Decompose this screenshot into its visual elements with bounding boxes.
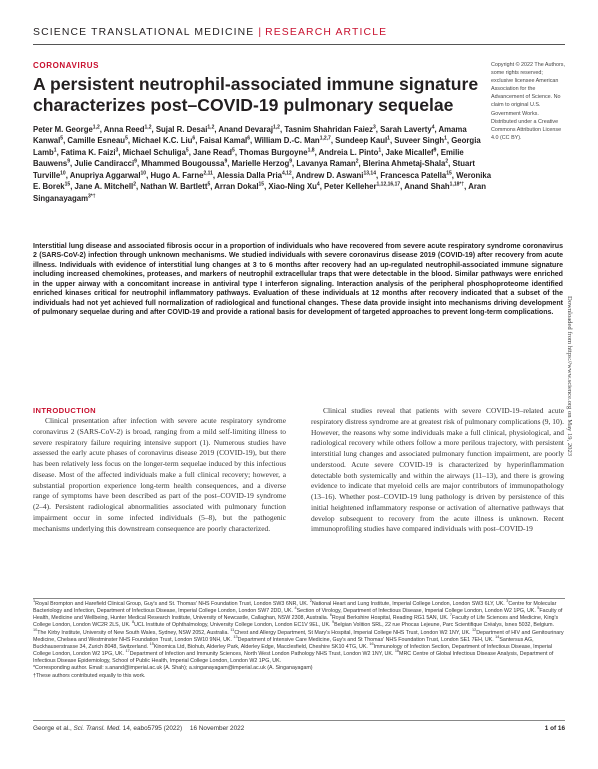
author-name: Lavanya Raman <box>296 159 356 169</box>
article-type: RESEARCH ARTICLE <box>265 27 388 38</box>
citation-details: 14, eabo5795 (2022) <box>122 725 183 732</box>
author <box>132 136 195 145</box>
author-name: Michael Schuliga <box>122 147 186 157</box>
affiliation-number: 11 <box>230 627 235 632</box>
footnotes <box>33 601 565 680</box>
author-name: Stuart Turville <box>33 159 475 180</box>
equal-contribution-note: †These authors contributed equally to this work. <box>33 672 146 679</box>
affiliation-number: 17 <box>125 649 130 654</box>
author <box>363 159 448 168</box>
author-name: Mhammed Bougoussa <box>141 159 225 169</box>
author-name: Francesca Patella <box>380 170 447 180</box>
author-name: Georgia Lamb <box>33 136 481 157</box>
affiliation-text: Royal Berkshire Hospital, Reading RG1 5AN, UK. <box>331 615 449 622</box>
author <box>254 136 330 145</box>
publication-date: 16 November 2022 <box>189 725 245 732</box>
affiliation-number: 1 <box>33 599 36 604</box>
author-affiliation-marker: 1 <box>387 135 390 142</box>
author-name: Anupriya Aggarwal <box>69 170 141 180</box>
author <box>140 182 210 191</box>
author <box>214 182 264 191</box>
author-name: Hugo A. Farne <box>150 170 204 180</box>
author-affiliation-marker: 2 <box>133 181 136 188</box>
author <box>193 148 235 157</box>
author-affiliation-marker: 5 <box>125 135 128 142</box>
author-name: Arran Dokal <box>214 182 259 192</box>
author-affiliation-marker: 2 <box>355 158 359 165</box>
body-column-left <box>33 406 286 534</box>
affiliation-text: Department of HIV and Genitourinary Medicine, Chelsea and Westminster NHS Foundation Trust, London SW10 9NH, UK. <box>33 629 564 643</box>
author-name: Camille Esneau <box>67 136 126 146</box>
author <box>324 182 400 191</box>
author <box>386 148 437 157</box>
author-affiliation-marker: 10 <box>60 170 66 177</box>
footer-rule <box>33 720 565 721</box>
affiliation-number: 16 <box>369 642 374 647</box>
author <box>319 148 382 157</box>
affiliation-number: 14 <box>495 635 500 640</box>
affiliation-text: The Kirby Institute, University of New South Wales, Sydney, NSW 2052, Australia. <box>37 629 229 636</box>
author-name: Emilie Bauwens <box>33 147 464 169</box>
copyright-notice: Copyright © 2022 The Authors, some rights reserved; exclusive licensee American Association for the Advancement of Science. No claim to original U.S. Government Works. Distributed under a Creative Commons Attribution License 4.0 (CC BY). <box>491 62 565 141</box>
author-name: Sundeep Kaul <box>335 136 388 146</box>
author-name: Xiao-Ning Xu <box>268 182 317 192</box>
author-affiliation-marker: 9 <box>433 147 437 154</box>
author-affiliation-marker: 6 <box>247 135 250 142</box>
author-name: Jake Micallef <box>385 147 434 157</box>
author-affiliation-marker: 15 <box>64 181 71 188</box>
footnotes-rule <box>33 598 565 599</box>
author-affiliation-marker: 9 <box>224 158 228 165</box>
section-label: CORONAVIRUS <box>33 61 100 70</box>
author-affiliation-marker: 1 <box>53 147 57 154</box>
journal-name[interactable]: SCIENCE TRANSLATIONAL MEDICINE <box>33 27 255 38</box>
author <box>75 182 136 191</box>
author <box>217 171 292 180</box>
author-name: Sarah Laverty <box>380 125 432 134</box>
author-affiliation-marker: 3 <box>115 147 119 154</box>
author <box>232 159 292 168</box>
author-affiliation-marker: 5 <box>60 135 64 142</box>
author <box>268 182 319 191</box>
author-affiliation-marker: 9 <box>134 158 137 165</box>
author-affiliation-marker: 1,2 <box>92 124 100 131</box>
author <box>394 136 447 145</box>
author-name: Amama Kanwal <box>33 125 467 146</box>
author-name: Suveer Singh <box>394 136 445 146</box>
author-affiliation-marker: 2 <box>445 158 449 165</box>
author-affiliation-marker: 1,2 <box>144 124 152 131</box>
affiliation-number: 13 <box>233 635 238 640</box>
author-affiliation-marker: 9 <box>67 158 71 165</box>
author <box>141 159 227 168</box>
affiliation-text: Section of Virology, Department of Infectious Disease, Imperial College London, London W2 1PG, UK. <box>296 608 536 615</box>
author-affiliation-marker: 4 <box>431 124 435 131</box>
header-rule <box>33 44 565 45</box>
author <box>218 125 280 134</box>
affiliation-text: Faculty of Health, Medicine and Wellbeing, Hunter Medical Research Institute, University of Newcastle, Callaghan, NSW 2308, Australia. <box>33 608 563 622</box>
affiliation-text: Kinomica Ltd, Biohub, Alderley Park, Alderley Edge, Macclesfield, Cheshire SK10 4TG, UK. <box>153 643 368 650</box>
author <box>284 125 375 134</box>
author-name: Michael K.C. Liu <box>132 136 193 146</box>
affiliation-text: Royal Brompton and Harefield Clinical Group, Guy's and St. Thomas' NHS Foundation Trust, London SW3 6NR, UK. <box>35 601 309 607</box>
author-affiliation-marker: 1,12,16,17 <box>376 181 401 188</box>
author-affiliation-marker: 15 <box>446 170 452 177</box>
author-name: Anand Shah <box>404 182 450 192</box>
affiliation-text: Centre for Molecular Bacteriology and Infection, Department of Infectious Disease, Imperial College London, London SW7 2DD, UK. <box>33 601 557 615</box>
author-list: Peter M. George$^{1,2}$, Anna Reed$^{1,2}$, Sujal R. Desai$^{1,2}$, Anand Devaraj$^{1,2}$, Tasnim Shahridan Faiez$^3$, Sarah Laverty$^4$, Amama Kanwal$^5$, Camille Esneau$^5$, Michael K.C. Liu$^6$, Faisal Kamal$^6$, William D.-C. Man$^{1,2,7}$, Sundeep Kaul$^1$, Suveer Singh$^1$, Georgia Lamb$^1$, Fatima K. Faizi$^3$, Michael Schuliga$^5$, Jane Read$^5$, Thomas Burgoyne$^{1,8}$, Andreia L. Pinto$^1$, Jake Micallef$^9$, Emilie Bauwens$^9$, Julie Candiracci$^9$, Mhammed Bougoussa$^9$, Marielle Herzog$^9$, Lavanya Raman$^2$, Blerina Ahmetaj-Shala$^2$, Stuart Turville$^{10}$, Anupriya Aggarwal$^{10}$, Hugo A. Farne$^{2,11}$, Alessia Dalla Pria$^{4,12}$, Andrew D. Aswani$^{13,14}$, Francesca Patella$^{15}$, Weronika E. Borek$^{15}$, Jane A. Mitchell$^2$, Nathan W. Bartlett$^5$, Arran Dokal$^{15}$, Xiao-Ning Xu$^4$, Peter Kelleher$^{1,12,16,17}$, Anand Shah$^{1,18*\dagger}$, Aran Singanayagam$^{3*\dagger}$ <box>33 124 492 203</box>
affiliation-list <box>33 601 565 665</box>
download-watermark: Downloaded from https://www.science.org on May 19, 2023 <box>566 296 573 457</box>
intro-paragraph-1: Clinical presentation after infection with severe acute respiratory syndrome coronavirus 2 (SARS-CoV-2) is broad, ranging from a mild self-limiting illness to severe respiratory failure requiring intensive support (1). Numerous studies have assessed the early acute phases of coronavirus disease 2019 (COVID-19), but there has been relatively less focus on the longer-term sequelae induced by this infectious disease. Most of the affected individuals make a full clinical recovery; however, a substantial proportion experience long-term health consequences, and a diverse range of symptoms have been described as part of the post–COVID-19 syndrome (2–4). Persistent radiological abnormalities associated with pulmonary function impairment occur in some infected individuals (5–8), but the pathogenic mechanisms underlying this downstream consequence are poorly characterized. <box>33 416 286 533</box>
author-affiliation-marker: 9 <box>289 158 293 165</box>
author-name: Weronika E. Borek <box>33 170 492 192</box>
author-name: Alessia Dalla Pria <box>216 170 282 180</box>
author <box>74 159 137 168</box>
author-affiliation-marker: 3*† <box>88 193 96 200</box>
author-affiliation-marker: 1 <box>378 147 382 154</box>
author-name: Peter M. George <box>33 125 93 134</box>
author-affiliation-marker: 13,14 <box>363 170 376 177</box>
affiliation-text: Chest and Allergy Department, St Mary's Hospital, Imperial College NHS Trust, London W2 1NY, UK. <box>234 629 471 636</box>
corresponding-author-note: *Corresponding author. Email: s.anand@imperial.ac.uk (A. Shah); a.singanayagam@imperial.ac.uk (A. Singanayagam) <box>33 665 313 672</box>
affiliation-text: MRC Centre of Global Infectious Disease Analysis, Department of Infectious Disease Epidemiology, School of Public Health, Imperial College London, London W2 1PG, UK. <box>33 651 554 665</box>
affiliation-number: 4 <box>294 606 297 611</box>
affiliation-text: Belgian Volition SRL, 22 rue Phocas Lejeune, Parc Scientifique Créalys, Isnes 5032, Belgium. <box>334 622 555 629</box>
article-title: A persistent neutrophil-associated immune signature characterizes post–COVID-19 pulmonary sequelae <box>33 74 479 115</box>
affiliation-number: 7 <box>449 613 453 618</box>
author-affiliation-marker: 1,2 <box>207 124 215 131</box>
affiliation-number: 10 <box>33 627 38 632</box>
author-affiliation-marker: 10 <box>140 170 147 177</box>
author-affiliation-marker: 4 <box>316 181 320 188</box>
author-name: Aran Singanayagam <box>33 182 486 203</box>
author-name: Andreia L. Pinto <box>318 147 379 157</box>
author-name: Anand Devaraj <box>218 125 274 134</box>
affiliation-text: Faculty of Life Sciences and Medicine, King's College London, London WC2R 2LS, UK. <box>33 615 559 629</box>
author-affiliation-marker: 1,2,7 <box>319 135 331 142</box>
author-affiliation-marker: 1,2 <box>273 124 280 131</box>
author <box>156 125 215 134</box>
affiliation-number: 18 <box>394 649 400 654</box>
author-name: Sujal R. Desai <box>155 125 208 134</box>
author-affiliation-marker: 1 <box>444 135 447 142</box>
author-affiliation-marker: 4,12 <box>281 170 292 177</box>
author-affiliation-marker: 2,11 <box>203 170 213 177</box>
author-name: Faisal Kamal <box>199 136 248 146</box>
author <box>104 125 152 134</box>
citation-journal: Sci. Transl. Med. <box>73 725 121 732</box>
author-affiliation-marker: 5 <box>232 147 235 154</box>
author-affiliation-marker: 5 <box>185 147 189 154</box>
author-name: Jane Read <box>193 147 233 157</box>
affiliation-number: 15 <box>149 642 154 647</box>
author-affiliation-marker: 5 <box>207 181 211 188</box>
author-affiliation-marker: 1,8 <box>307 147 315 154</box>
affiliation-text: Immunology of Infection Section, Department of Infectious Disease, Imperial College London, London W2 1PG, UK. <box>33 643 553 658</box>
author <box>296 171 376 180</box>
affiliation-number: 2 <box>309 599 312 604</box>
author-name: William D.-C. Man <box>254 136 320 146</box>
header-separator: | <box>258 27 262 38</box>
author-affiliation-marker: 6 <box>192 135 196 142</box>
author-name: Thomas Burgoyne <box>239 147 308 157</box>
author <box>33 125 100 134</box>
affiliation-text: Department of Infection and Immunity Sciences, North West London Pathology NHS Trust, London W2 1NY, UK. <box>129 651 394 658</box>
author <box>67 136 127 145</box>
affiliation-number: 3 <box>506 599 509 604</box>
affiliation-text: Department of Intensive Care Medicine, Guy's and St Thomas' NHS Foundation Trust, London SE1 7EH, UK. <box>237 636 494 643</box>
author-name: Blerina Ahmetaj-Shala <box>362 159 446 169</box>
author <box>239 148 314 157</box>
author <box>380 125 434 134</box>
author-affiliation-marker: 15 <box>258 181 265 188</box>
author-name: Anna Reed <box>103 125 145 134</box>
author <box>335 136 390 145</box>
author <box>404 182 464 191</box>
intro-paragraph-2: Clinical studies reveal that patients with severe COVID-19–related acute respiratory distress syndrome are at greatest risk of pulmonary complications (9, 10). However, the reasons why some individuals make a full clinical, physiological, and radiological recovery while others follow a more perilous trajectory, with persistent interstitial lung changes and associated pulmonary function impairment, are poorly understood. Acute severe COVID-19 is characterized by hyperinflammation detectable both systemically and within the airways (11–13), and there is growing evidence to indicate that myeloid cells are major contributors of immunopathology (13–16). Whether post–COVID-19 lung pathology is driven by persistence of this initial heightened inflammatory response or activation of alternative pathways that develop subsequent to recovery from the acute illness is unknown. Recent immunoprofiling studies have compared individuals with post–COVID-19 <box>311 406 565 534</box>
affiliation-text: National Heart and Lung Institute, Imperial College London, London SW3 6LY, UK. <box>311 601 505 607</box>
affiliation-text: Santersus AG, Buckhauserstrasse 34, Zurich 8048, Switzerland. <box>33 636 534 650</box>
author <box>380 171 451 180</box>
author <box>200 136 250 145</box>
footer-citation <box>33 725 244 732</box>
author <box>61 148 118 157</box>
abstract: Interstitial lung disease and associated fibrosis occur in a proportion of individuals who have recovered from severe acute respiratory syndrome coronavirus 2 (SARS-CoV-2) infection through unknown mechanisms. We studied individuals with severe coronavirus disease 2019 (COVID-19) after recovery from acute illness. Individuals with evidence of interstitial lung changes at 3 to 6 months after recovery had an up-regulated neutrophil-associated immune signature including increased chemokines, proteases, and markers of neutrophil extracellular traps that were detectable in the blood. Similar pathways were enriched in the upper airway with a concomitant increase in antiviral type I interferon signaling. Interaction analysis of the peripheral phosphoproteome identified enriched kinases critical for neutrophil inflammatory pathways. Evaluation of these individuals at 12 months after recovery indicated that a subset of the individuals had not yet achieved full normalization of radiological and functional changes. These data provide insight into mechanisms driving development of pulmonary sequelae during and after COVID-19 and provide a rational basis for development of targeted approaches to prevent long-term complications. <box>33 243 563 317</box>
journal-header <box>33 27 387 38</box>
author <box>70 171 146 180</box>
affiliation-number: 9 <box>331 620 335 625</box>
affiliation-number: 6 <box>329 613 332 618</box>
author <box>296 159 358 168</box>
author-name: Tasnim Shahridan Faiez <box>284 125 373 134</box>
author-name: Fatima K. Faizi <box>60 147 116 157</box>
affiliation-text: UCL Institute of Ophthalmology, University College London, London EC1V 9EL, UK. <box>134 622 331 629</box>
affiliation-number: 5 <box>537 606 540 611</box>
author-name: Julie Candiracci <box>74 159 135 169</box>
author-name: Andrew D. Aswani <box>295 170 364 180</box>
author-name: Jane A. Mitchell <box>74 182 134 192</box>
affiliation-number: 12 <box>471 627 477 632</box>
author-affiliation-marker: 1,18*† <box>449 181 465 188</box>
author-name: Nathan W. Bartlett <box>140 182 208 192</box>
body-column-right <box>311 406 564 535</box>
author-affiliation-marker: 3 <box>373 124 376 131</box>
introduction-heading: INTRODUCTION <box>33 406 97 415</box>
author <box>150 171 212 180</box>
affiliation-number: 8 <box>131 620 135 625</box>
author <box>123 148 189 157</box>
author-name: Marielle Herzog <box>231 159 290 169</box>
page-number: 1 of 16 <box>544 725 565 732</box>
author-name: Peter Kelleher <box>324 182 377 192</box>
citation-authors: George et al., <box>33 725 72 732</box>
